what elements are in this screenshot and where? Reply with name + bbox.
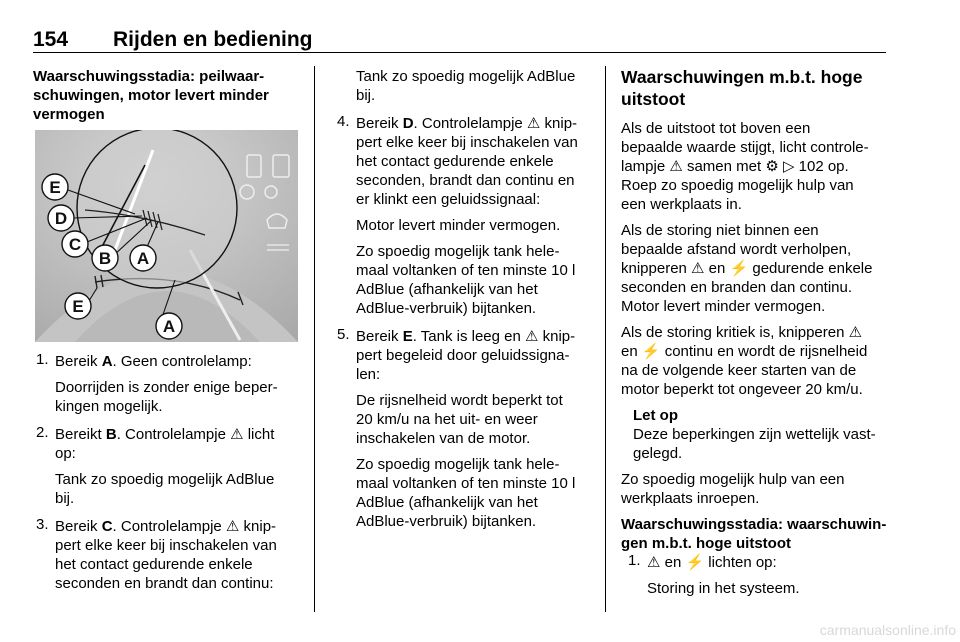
page-number: 154 <box>33 28 69 51</box>
middle-column: Tank zo spoedig mogelijk AdBlue bij. 4. Bereik D. Controlelampje ⚠ knip- pert elke keer bij inschakelen van het contact gedurende enkele seconden, brandt dan continu en er klinkt een geluidssignaal: Motor levert minder vermogen. Zo spoedig mogelijk tank hele- maal voltanken of ten minste 10 l AdBlue (afhankelijk van het AdBlue-verbruik) bijtanken. 5. Bereik E. Tank is leeg en ⚠ knip- pert begeleid door geluidssigna- len: De rijsnelheid wordt beperkt tot 20 km/u na het uit- en weer inschakelen van de motor. Zo spoedig mogelijk tank hele- maal voltanken of ten minste 10 l AdBlue (afhankelijk van het AdBlue-verbruik) bijtanken. <box>336 67 596 531</box>
section-heading: Waarschuwingsstadia: waarschuwin- gen m.b.t. hoge uitstoot <box>621 516 887 552</box>
list-item: 1. ⚠ en ⚡ lichten op: Storing in het systeem. <box>628 552 800 597</box>
left-column <box>33 67 303 124</box>
figure-label-c: C <box>68 235 82 254</box>
figure-label-b: B <box>98 249 112 268</box>
list-item: 4. Bereik D. Controlelampje ⚠ knip- pert elke keer bij inschakelen van het contact gedurende enkele seconden, brandt dan continu en er klinkt een geluidssignaal: Motor levert minder vermogen. Zo spoedig mogelijk tank hele- maal voltanken of ten minste 10 l AdBlue (afhankelijk van het AdBlue-verbruik) bijtanken. <box>337 113 578 317</box>
figure-label-d: D <box>54 209 68 228</box>
column-divider <box>605 66 606 612</box>
section-heading: Waarschuwingsstadia: peilwaar- schuwingen, motor levert minder vermogen <box>33 68 269 123</box>
page-header <box>33 26 886 53</box>
column-divider <box>314 66 315 612</box>
left-list <box>35 352 303 593</box>
list-item: 5. Bereik E. Tank is leeg en ⚠ knip- pert begeleid door geluidssigna- len: De rijsnelheid wordt beperkt tot 20 km/u na het uit- en weer inschakelen van de motor. Zo spoedig mogelijk tank hele- maal voltanken of ten minste 10 l AdBlue (afhankelijk van het AdBlue-verbruik) bijtanken. <box>337 326 576 530</box>
list-item: 3. Bereik C. Controlelampje ⚠ knip- pert elke keer bij inschakelen van het contact gedurende enkele seconden en brandt dan continu: <box>36 516 277 592</box>
figure-label-a: A <box>136 249 150 268</box>
figure-label-e2: E <box>72 297 84 316</box>
list-item: 1. Bereik A. Geen controlelamp: Doorrijden is zonder enige beper- kingen mogelijk. <box>36 351 278 415</box>
figure-label-a2: A <box>162 317 176 336</box>
note-box: Let op Deze beperkingen zijn wettelijk vast- gelegd. <box>633 407 876 462</box>
figure-label-e: E <box>49 178 61 197</box>
adblue-gauge-figure <box>35 130 298 342</box>
right-column: Waarschuwingen m.b.t. hoge uitstoot Als de uitstoot tot boven een bepaalde waarde stijgt, licht controle- lampje ⚠ samen met ⚙ ▷ 102 op. Roep zo spoedig mogelijk hulp van een werkplaats in. Als de storing niet binnen een bepaalde afstand wordt verholpen, knipperen ⚠ en ⚡ gedurende enkele seconden en branden dan continu. Motor levert minder vermogen. Als de storing kritiek is, knipperen ⚠ en ⚡ continu en wordt de rijsnelheid na de volgende keer starten van de motor beperkt tot ongeveer 20 km/u. Let op Deze beperkingen zijn wettelijk vast- gelegd. Zo spoedig mogelijk hulp van een werkplaats inroepen. Waarschuwingsstadia: waarschuwin- gen m.b.t. hoge uitstoot 1. ⚠ en ⚡ lichten op: Storing in het systeem. <box>621 66 889 598</box>
section-heading: Waarschuwingen m.b.t. hoge uitstoot <box>621 67 863 109</box>
list-item: 2. Bereikt B. Controlelampje ⚠ licht op: Tank zo spoedig mogelijk AdBlue bij. <box>36 424 275 507</box>
watermark: carmanualsonline.info <box>819 622 956 638</box>
page-title: Rijden en bediening <box>113 28 313 51</box>
